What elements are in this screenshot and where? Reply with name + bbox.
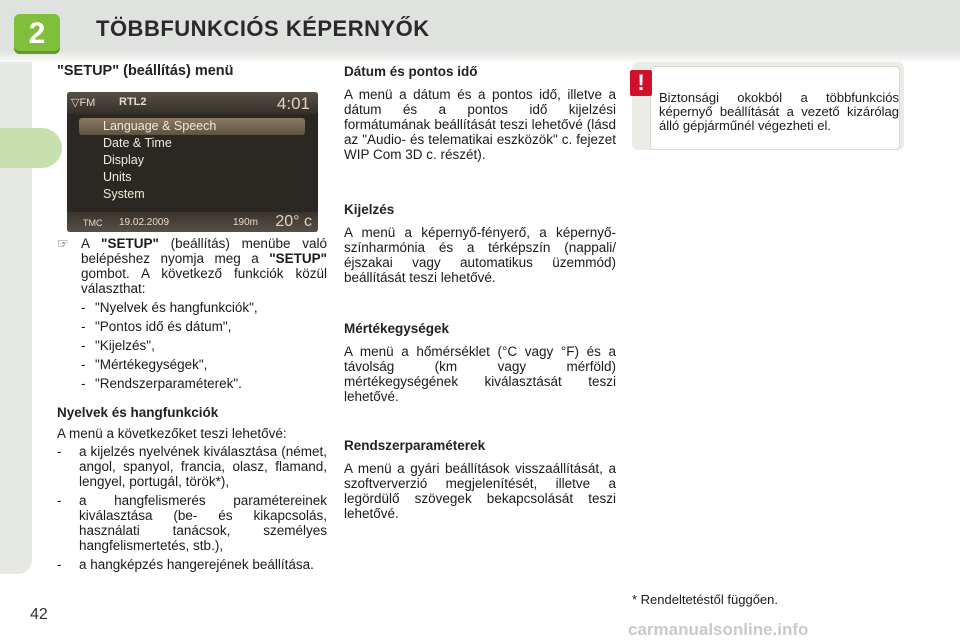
safety-note-text: Biztonsági okokból a többfunkciós képernyő beállítását a vezető kizárólag álló gépjárműnél végezheti el. xyxy=(659,90,899,133)
setup-keyword: "SETUP" xyxy=(101,236,159,251)
screen-menu-item: Display xyxy=(103,153,144,167)
language-item: a hangfelismerés paramétereinek kiválasztása (be- és kikapcsolás, használati tanácsok, személyes hangfelismertetés, stb.), xyxy=(79,493,327,553)
page-number: 42 xyxy=(30,606,48,623)
system-text: A menü a gyári beállítások visszaállítását, a szoftververzió megjelenítését, illetve a legördülő szövegek bekapcsolását teszi lehetővé. xyxy=(344,461,616,521)
screen-date: 19.02.2009 xyxy=(119,217,170,228)
watermark: carmanualsonline.info xyxy=(628,620,809,639)
section-title-language: Nyelvek és hangfunkciók xyxy=(57,405,219,420)
screen-source: ▽FM xyxy=(71,97,96,109)
screen-menu-item: Units xyxy=(103,170,132,184)
language-item: a kijelzés nyelvének kiválasztása (német, angol, spanyol, francia, olasz, flamand, lengyel, portugál, török*), xyxy=(79,444,327,489)
function-item: "Rendszerparaméterek". xyxy=(95,376,242,391)
language-intro: A menü a következőket teszi lehetővé: xyxy=(57,426,287,441)
screen-clock: 4:01 xyxy=(276,94,310,113)
section-title-units: Mértékegységek xyxy=(344,321,450,336)
screen-temperature: 20° c xyxy=(275,213,312,230)
screen-station: RTL2 xyxy=(119,96,147,108)
chapter-number-badge: 2 xyxy=(14,14,60,54)
section-title-display: Kijelzés xyxy=(344,202,395,217)
date-text: A menü a dátum és a pontos idő, illetve a dátum és a pontos idő kijelzési formátumának beállítását teszi lehetővé (lásd az "Audio- és telematikai eszközök" c. fejezet WIP Com 3D c. részét). xyxy=(344,87,616,162)
screen-bottom-source: TMC xyxy=(83,218,103,228)
intro-text-b: (beállítás) menübe való belépéshez nyomja meg a xyxy=(81,236,328,266)
intro-text-a: A xyxy=(81,236,102,251)
footnote: * Rendeltetéstől függően. xyxy=(632,592,778,607)
chapter-tab xyxy=(0,128,62,168)
warning-icon: ! xyxy=(630,70,652,96)
intro-text-c: gombot. A következő funkciók közül választhat: xyxy=(81,266,327,296)
screen-menu-item: Language & Speech xyxy=(79,118,305,135)
function-item: "Mértékegységek", xyxy=(95,357,208,372)
language-item: a hangképzés hangerejének beállítása. xyxy=(79,557,314,572)
hand-pointer-icon: ☞ xyxy=(57,236,70,251)
screen-menu-item: System xyxy=(103,187,145,201)
function-item: "Nyelvek és hangfunkciók", xyxy=(95,300,258,315)
setup-keyword: "SETUP" xyxy=(269,251,327,266)
section-title-system: Rendszerparaméterek xyxy=(344,438,486,453)
display-text: A menü a képernyő-fényerő, a képernyő-színharmónia és a térképszín (nappali/éjszakai vagy automatikus üzemmód) beállítását teszi lehetővé. xyxy=(344,225,616,285)
screen-distance: 190m xyxy=(233,217,259,228)
function-item: "Kijelzés", xyxy=(95,338,155,353)
units-text: A menü a hőmérséklet (°C vagy °F) és a távolság (km vagy mérföld) mértékegységének kiválasztását teszi lehetővé. xyxy=(344,344,616,404)
page-title: TÖBBFUNKCIÓS KÉPERNYŐK xyxy=(96,16,430,41)
function-item: "Pontos idő és dátum", xyxy=(95,319,232,334)
setup-menu-title: "SETUP" (beállítás) menü xyxy=(57,63,234,79)
screen-menu xyxy=(79,118,305,203)
setup-screen-image xyxy=(67,92,318,232)
screen-menu-item: Date & Time xyxy=(103,136,172,150)
section-title-date: Dátum és pontos idő xyxy=(344,64,478,79)
